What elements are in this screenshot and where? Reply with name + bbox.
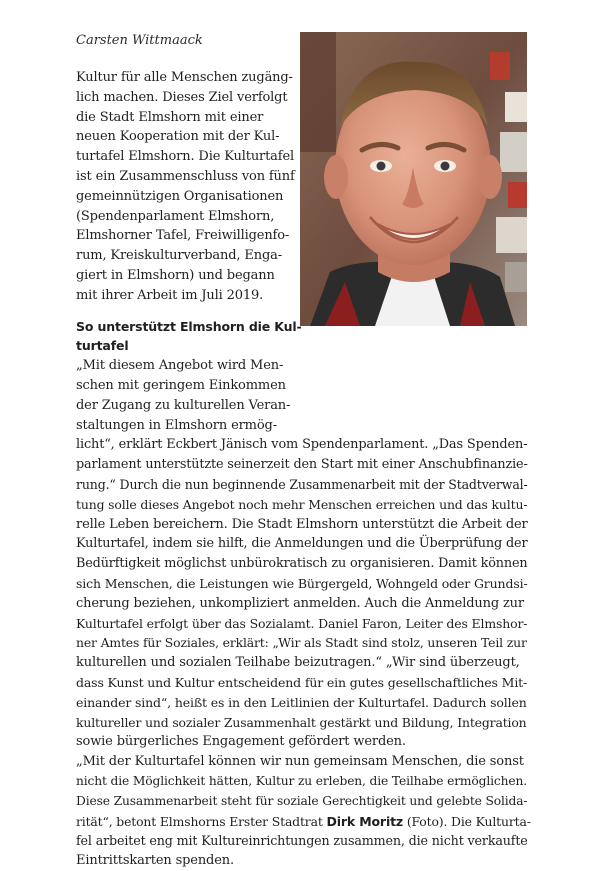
body-line: Eintrittskarten spenden.: [76, 853, 234, 869]
body-line: „Mit diesem Angebot wird Men-: [76, 358, 284, 374]
body-line: schen mit geringem Einkommen: [76, 377, 286, 393]
quote-attribution-after: (Foto). Die Kulturta-: [403, 813, 531, 829]
section-heading: So unterstützt Elmshorn die Kul-: [76, 318, 302, 334]
body-line: tung solle dieses Angebot noch mehr Menschen erreichen und das kultu-: [76, 496, 528, 512]
quote-attribution-before: rität“, betont Elmshorns Erster Stadtrat: [76, 813, 327, 829]
body-line: relle Leben bereichern. Die Stadt Elmshorn unterstützt die Arbeit der: [76, 516, 528, 532]
author-byline: Carsten Wittmaack: [76, 33, 203, 48]
body-line: kultureller und sozialer Zusammenhalt gestärkt und Bildung, Integration: [76, 714, 527, 730]
portrait-photo: [300, 32, 527, 326]
body-line: einander sind“, heißt es in den Leitlinien der Kulturtafel. Dadurch sollen: [76, 694, 527, 710]
body-line: sich Menschen, die Leistungen wie Bürgergeld, Wohngeld oder Grundsi-: [76, 575, 528, 591]
body-line: ner Amtes für Soziales, erklärt: „Wir als Stadt sind stolz, unseren Teil zur: [76, 635, 527, 651]
intro-line: rum, Kreiskulturverband, Enga-: [76, 248, 282, 264]
body-line: licht“, erklärt Eckbert Jänisch vom Spendenparlament. „Das Spenden-: [76, 437, 528, 453]
body-line: der Zugang zu kulturellen Veran-: [76, 397, 291, 413]
intro-line: Elmshorner Tafel, Freiwilligenfo-: [76, 228, 290, 244]
body-line: Kulturtafel, indem sie hilft, die Anmeldungen und die Überprüfung der: [76, 536, 528, 552]
intro-line: neuen Kooperation mit der Kul-: [76, 129, 280, 145]
body-line: Diese Zusammenarbeit steht für soziale Gerechtigkeit und gelebte Solida-: [76, 793, 528, 808]
body-line: Bedürftigkeit möglichst unbürokratisch zu organisieren. Damit können: [76, 556, 528, 572]
intro-line: Kultur für alle Menschen zugäng-: [76, 70, 293, 85]
body-line: sowie bürgerliches Engagement gefördert werden.: [76, 734, 406, 750]
person-name: Dirk Moritz: [326, 813, 404, 829]
body-line: kulturellen und sozialen Teilhabe beizutragen.“ „Wir sind überzeugt,: [76, 655, 520, 671]
intro-line: turtafel Elmshorn. Die Kulturtafel: [76, 149, 294, 165]
body-line: nicht die Möglichkeit hätten, Kultur zu erleben, die Teilhabe ermöglichen.: [76, 773, 527, 788]
intro-line: die Stadt Elmshorn mit einer: [76, 109, 264, 125]
intro-line: lich machen. Dieses Ziel verfolgt: [76, 89, 288, 105]
body-line: rung.“ Durch die nun beginnende Zusammenarbeit mit der Stadtverwal-: [76, 476, 528, 492]
intro-line: gemeinnützigen Organisationen: [76, 188, 284, 204]
body-line: fel arbeitet eng mit Kultureinrichtungen zusammen, die nicht verkaufte: [76, 833, 528, 849]
body-line: dass Kunst und Kultur entscheidend für ein gutes gesellschaftliches Mit-: [76, 674, 528, 690]
intro-line: ist ein Zusammenschluss von fünf: [76, 169, 295, 184]
portrait-illustration: [300, 32, 527, 326]
body-line: Kulturtafel erfolgt über das Sozialamt. Daniel Faron, Leiter des Elmshor-: [76, 615, 528, 631]
intro-line: mit ihrer Arbeit im Juli 2019.: [76, 287, 264, 303]
body-line: parlament unterstützte seinerzeit den Start mit einer Anschubfinanzie-: [76, 457, 528, 473]
body-line: staltungen in Elmshorn ermög-: [76, 417, 277, 433]
body-line: „Mit der Kulturtafel können wir nun gemeinsam Menschen, die sonst: [76, 754, 524, 770]
section-heading: turtafel: [76, 338, 129, 354]
body-line-with-name: [76, 812, 531, 832]
intro-line: giert in Elmshorn) und begann: [76, 268, 275, 283]
intro-line: (Spendenparlament Elmshorn,: [76, 208, 275, 224]
body-line: cherung beziehen, unkompliziert anmelden. Auch die Anmeldung zur: [76, 595, 524, 611]
